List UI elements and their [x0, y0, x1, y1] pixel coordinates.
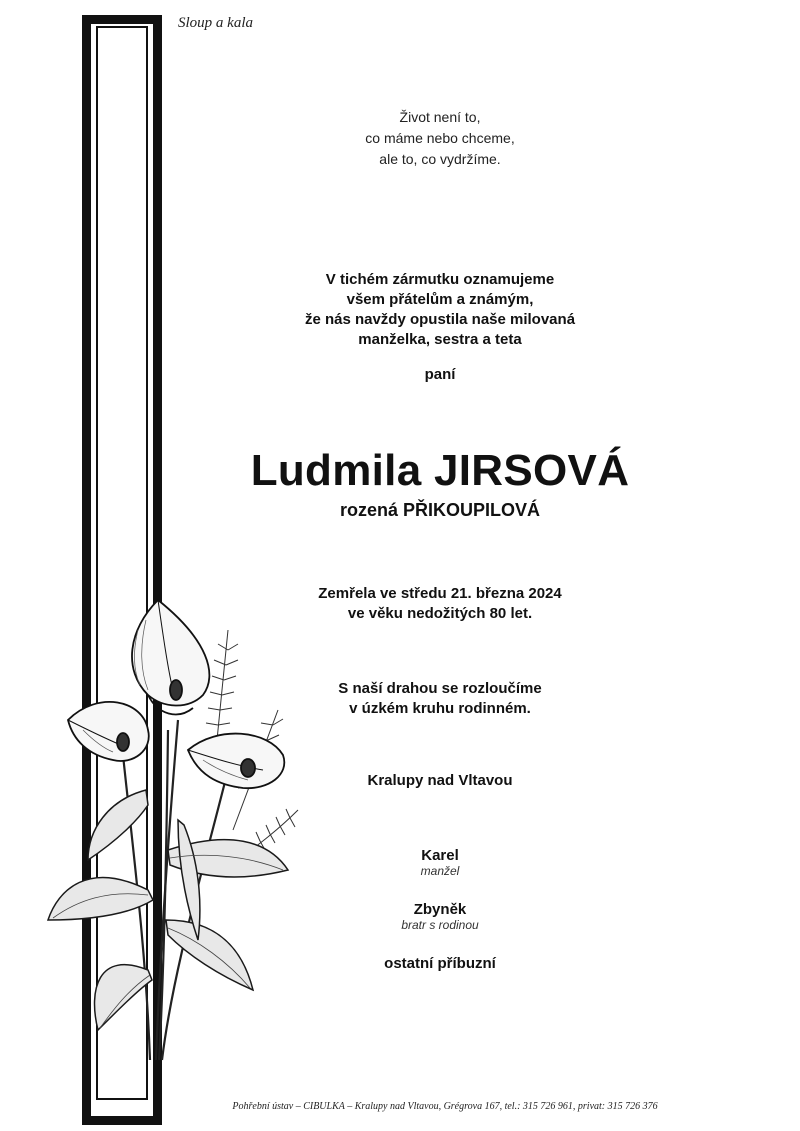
- announcement-line: všem přátelům a známým,: [346, 291, 534, 308]
- quote-line: co máme nebo chceme,: [365, 130, 515, 146]
- farewell-line: v úzkém kruhu rodinném.: [349, 700, 531, 717]
- place: Kralupy nad Vltavou: [367, 772, 513, 789]
- announcement-line: V tichém zármutku oznamujeme: [325, 271, 555, 288]
- calla-lily-bouquet-illustration: [28, 590, 308, 1090]
- quote: [180, 107, 700, 170]
- death-info-line: Zemřela ve středu 21. března 2024: [318, 585, 562, 602]
- quote-line: Život není to,: [399, 109, 481, 125]
- farewell-line: S naší drahou se rozloučíme: [338, 680, 542, 697]
- death-info-line: ve věku nedožitých 80 let.: [347, 605, 533, 622]
- template-name: Sloup a kala: [178, 15, 253, 31]
- maiden-name: rozená PŘIKOUPILOVÁ: [339, 500, 541, 520]
- quote-line: ale to, co vydržíme.: [379, 151, 501, 167]
- announcement: [180, 270, 700, 350]
- funeral-home-footer: Pohřební ústav – CIBULKA – Kralupy nad Vltavou, Grégrova 167, tel.: 315 726 961, privat: 315 726 376: [232, 1101, 658, 1112]
- mourner-relation: bratr s rodinou: [401, 918, 479, 932]
- deceased-name: Ludmila JIRSOVÁ: [250, 446, 630, 495]
- announcement-line: že nás navždy opustila naše milovaná: [304, 311, 576, 328]
- mourner-name: Karel: [421, 847, 459, 864]
- mourner-name: Zbyněk: [413, 901, 467, 918]
- calla-flowers: [68, 600, 284, 788]
- honorific: paní: [424, 366, 456, 383]
- other-relatives: ostatní příbuzní: [384, 955, 496, 972]
- announcement-line: manželka, sestra a teta: [358, 331, 522, 348]
- leaves: [48, 790, 288, 1030]
- mourner-relation: manžel: [420, 864, 460, 878]
